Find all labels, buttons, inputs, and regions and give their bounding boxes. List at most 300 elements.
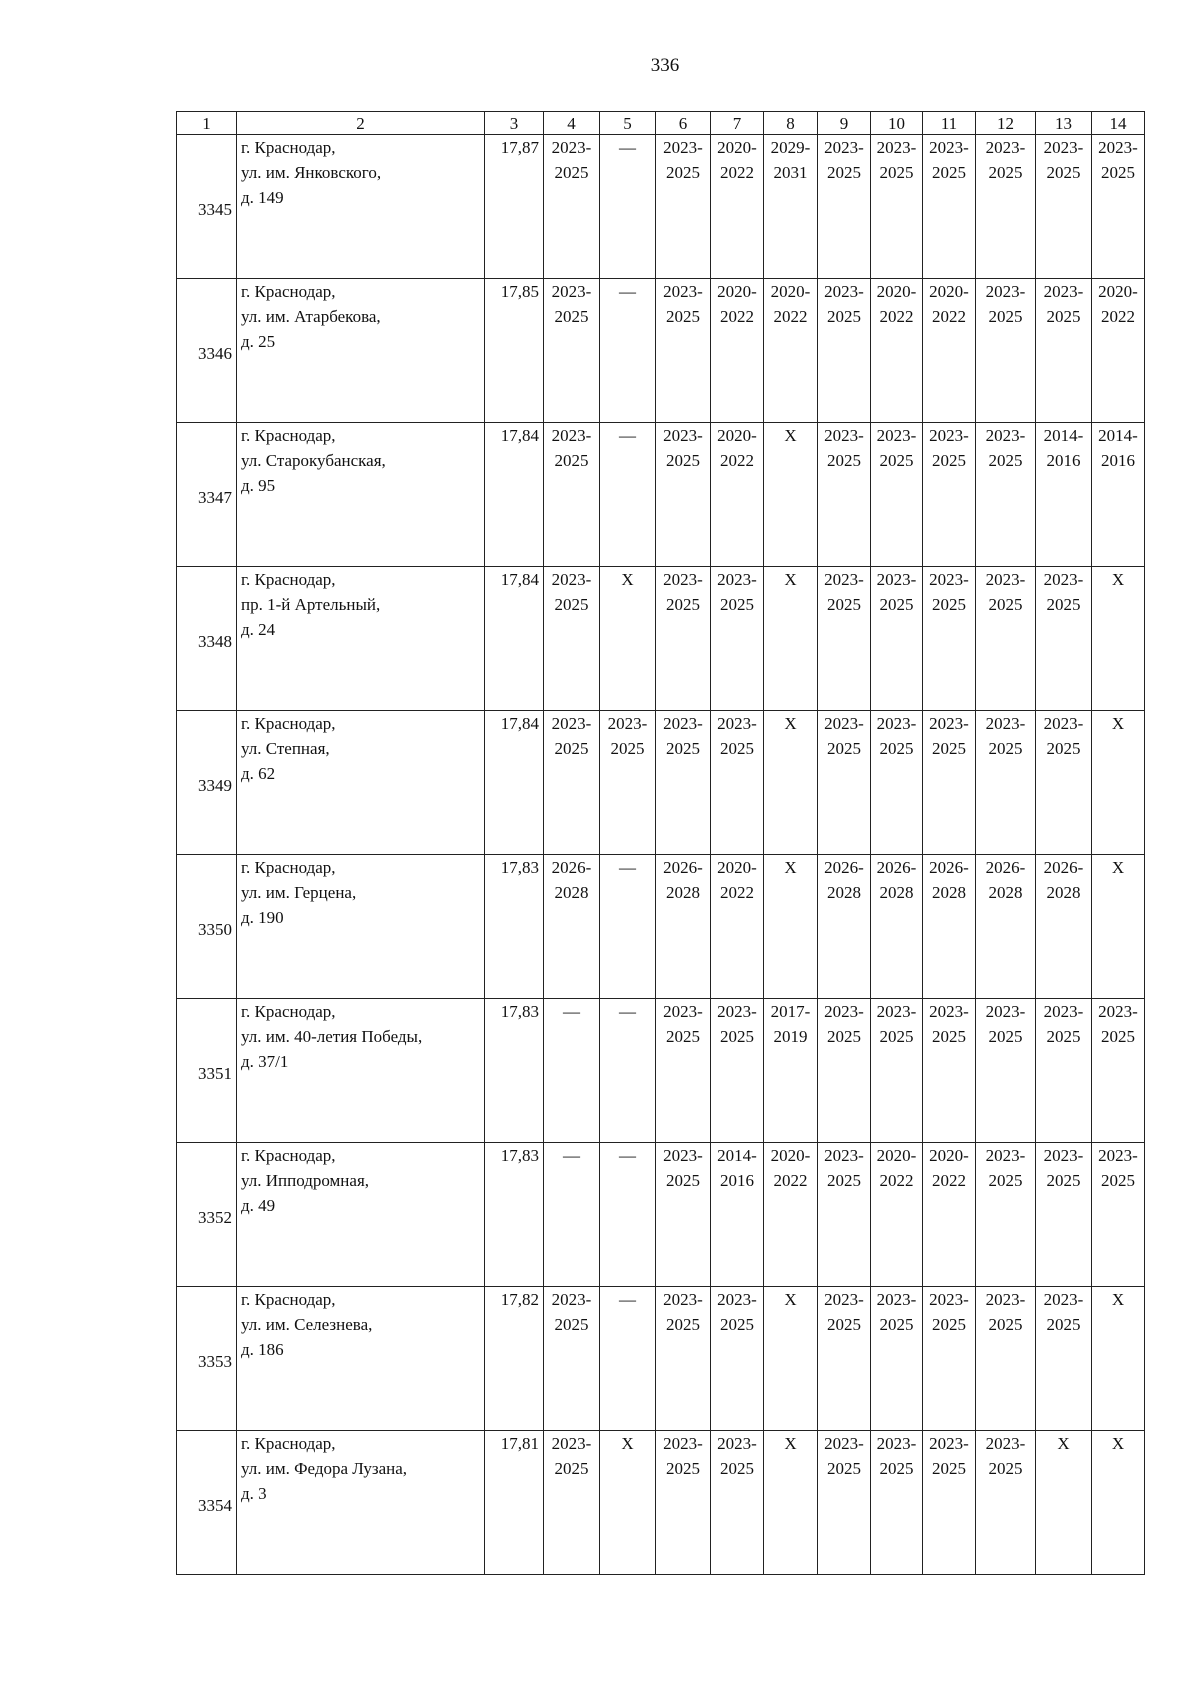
period-value: 2023-	[663, 1002, 703, 1021]
period-cell	[656, 423, 711, 567]
period-value: 2023-	[985, 1434, 1026, 1453]
period-value: 2025	[1046, 1027, 1081, 1046]
period-value: 2025	[554, 451, 589, 470]
period-cell	[600, 1143, 656, 1287]
period-cell	[711, 567, 764, 711]
period-value: 2026-	[985, 858, 1026, 877]
column-header: 3	[485, 112, 544, 135]
score-cell: 17,81	[485, 1431, 544, 1575]
row-number: 3347	[198, 488, 232, 507]
period-cell	[764, 567, 818, 711]
period-cell	[656, 135, 711, 279]
period-cell	[544, 855, 600, 999]
period-cell	[656, 1143, 711, 1287]
period-value: 2023-	[1098, 1002, 1138, 1021]
period-value: X	[621, 570, 634, 589]
period-cell	[818, 135, 871, 279]
period-cell	[976, 711, 1036, 855]
period-value: 2025	[988, 451, 1023, 470]
row-number-cell	[177, 1143, 237, 1287]
period-cell	[1092, 135, 1145, 279]
address-cell	[237, 855, 485, 999]
period-value: X	[621, 1434, 634, 1453]
period-value: 2022	[1101, 307, 1135, 326]
period-value: 2023-	[663, 426, 703, 445]
period-value: 2026-	[1043, 858, 1084, 877]
table-row	[177, 567, 1145, 711]
period-cell	[711, 855, 764, 999]
period-value: 2023-	[824, 1290, 864, 1309]
page-number: 336	[650, 55, 680, 76]
period-value: 2025	[879, 1315, 914, 1334]
period-cell	[976, 1431, 1036, 1575]
period-value: 2025	[988, 307, 1023, 326]
period-cell	[1092, 1287, 1145, 1431]
table-row	[177, 999, 1145, 1143]
period-value: 2023-	[985, 282, 1026, 301]
period-value: 2014-	[717, 1146, 757, 1165]
period-value: 2026-	[551, 858, 592, 877]
period-value: 2023-	[1043, 1290, 1084, 1309]
period-cell	[656, 1431, 711, 1575]
period-value: —	[619, 138, 636, 157]
period-value: 2025	[610, 739, 645, 758]
period-cell	[1092, 423, 1145, 567]
period-value: 2020-	[929, 1146, 969, 1165]
period-value: 2025	[827, 1171, 861, 1190]
period-value: 2023-	[663, 1146, 703, 1165]
period-value: 2023-	[1098, 138, 1138, 157]
period-cell	[544, 279, 600, 423]
row-number: 3345	[198, 200, 232, 219]
row-number-cell	[177, 1287, 237, 1431]
column-header: 1	[177, 112, 237, 135]
period-cell	[711, 135, 764, 279]
period-value: 2022	[720, 451, 754, 470]
period-value: 2025	[666, 1027, 700, 1046]
period-cell	[1092, 1431, 1145, 1575]
period-value: X	[1111, 1290, 1125, 1309]
address-cell	[237, 1143, 485, 1287]
address-line: д. 190	[241, 908, 284, 927]
period-value: 2022	[720, 163, 754, 182]
period-value: 2023-	[824, 282, 864, 301]
period-value: 2025	[666, 163, 700, 182]
period-cell	[656, 567, 711, 711]
period-value: 2025	[988, 1027, 1023, 1046]
period-cell	[600, 135, 656, 279]
period-value: 2025	[554, 1315, 589, 1334]
period-cell	[764, 1143, 818, 1287]
period-cell	[871, 711, 923, 855]
period-value: 2025	[554, 307, 589, 326]
period-value: X	[1111, 714, 1125, 733]
period-value: 2022	[879, 1171, 914, 1190]
period-value: 2025	[932, 595, 966, 614]
period-value: 2025	[1101, 163, 1135, 182]
period-value: 2025	[666, 739, 700, 758]
period-value: 2023-	[551, 1290, 592, 1309]
period-cell	[544, 135, 600, 279]
period-value: 2023-	[824, 426, 864, 445]
period-value: 2028	[988, 883, 1023, 902]
period-value: 2020-	[717, 138, 757, 157]
period-value: 2025	[827, 1315, 861, 1334]
score-cell: 17,83	[485, 855, 544, 999]
row-number-cell	[177, 279, 237, 423]
period-value: 2025	[666, 307, 700, 326]
column-header: 12	[976, 112, 1036, 135]
row-number: 3346	[198, 344, 232, 363]
period-value: 2025	[932, 1459, 966, 1478]
period-value: 2028	[1046, 883, 1081, 902]
period-value: 2025	[720, 1027, 754, 1046]
period-value: X	[1057, 1434, 1070, 1453]
period-value: 2025	[827, 1027, 861, 1046]
period-value: 2022	[773, 307, 808, 326]
period-value: 2020-	[929, 282, 969, 301]
period-value: 2025	[554, 595, 589, 614]
period-cell	[1036, 711, 1092, 855]
period-value: 2023-	[663, 714, 703, 733]
column-header: 4	[544, 112, 600, 135]
period-value: 2023-	[876, 1290, 917, 1309]
column-header: 8	[764, 112, 818, 135]
address-line: д. 49	[241, 1196, 276, 1215]
period-cell	[711, 711, 764, 855]
score-cell: 17,87	[485, 135, 544, 279]
period-cell	[976, 135, 1036, 279]
row-number-cell	[177, 567, 237, 711]
period-value: 2025	[554, 163, 589, 182]
period-value: 2022	[932, 1171, 966, 1190]
period-value: X	[784, 1434, 797, 1453]
period-value: 2023-	[985, 1002, 1026, 1021]
period-cell	[923, 1431, 976, 1575]
period-cell	[711, 1431, 764, 1575]
period-value: 2023-	[876, 570, 917, 589]
address-line: г. Краснодар,	[241, 1290, 336, 1309]
period-value: 2023-	[985, 1146, 1026, 1165]
column-number-row	[177, 112, 1145, 135]
table-row	[177, 1287, 1145, 1431]
period-value: 2025	[988, 739, 1023, 758]
address-cell	[237, 135, 485, 279]
period-value: 2028	[879, 883, 914, 902]
period-cell	[764, 135, 818, 279]
period-value: X	[784, 714, 797, 733]
period-value: 2023-	[551, 426, 592, 445]
period-cell	[818, 567, 871, 711]
period-value: 2025	[827, 163, 861, 182]
period-cell	[764, 279, 818, 423]
period-cell	[711, 1143, 764, 1287]
address-line: г. Краснодар,	[241, 282, 336, 301]
column-header: 9	[818, 112, 871, 135]
period-value: 2023-	[1043, 1002, 1084, 1021]
period-value: 2028	[827, 883, 861, 902]
period-value: 2026-	[824, 858, 864, 877]
row-number: 3350	[198, 920, 232, 939]
address-line: ул. Степная,	[241, 739, 330, 758]
period-value: 2020-	[876, 1146, 917, 1165]
row-number-cell	[177, 855, 237, 999]
period-value: 2023-	[551, 282, 592, 301]
period-value: 2019	[773, 1027, 808, 1046]
period-value: —	[563, 1146, 580, 1165]
address-line: г. Краснодар,	[241, 1434, 336, 1453]
row-number-cell	[177, 1431, 237, 1575]
row-number: 3351	[198, 1064, 232, 1083]
period-cell	[818, 423, 871, 567]
period-value: 2023-	[551, 714, 592, 733]
registry-table	[176, 111, 1145, 1575]
period-value: —	[619, 1290, 636, 1309]
period-cell	[871, 279, 923, 423]
period-value: 2025	[720, 1315, 754, 1334]
period-value: 2023-	[1043, 570, 1084, 589]
address-line: ул. им. Федора Лузана,	[241, 1459, 408, 1478]
period-value: 2025	[1101, 1027, 1135, 1046]
address-line: д. 3	[241, 1484, 267, 1503]
period-value: 2016	[720, 1171, 754, 1190]
period-value: 2023-	[876, 1002, 917, 1021]
period-value: 2025	[988, 1459, 1023, 1478]
period-value: 2025	[554, 739, 589, 758]
period-cell	[544, 423, 600, 567]
address-line: г. Краснодар,	[241, 570, 336, 589]
address-line: г. Краснодар,	[241, 1002, 336, 1021]
period-cell	[1092, 1143, 1145, 1287]
period-value: 2025	[666, 1315, 700, 1334]
address-line: д. 186	[241, 1340, 284, 1359]
period-value: 2025	[666, 451, 700, 470]
address-line: ул. им. Янковского,	[241, 163, 382, 182]
period-value: —	[619, 1146, 636, 1165]
period-value: 2016	[1101, 451, 1135, 470]
period-cell	[818, 1287, 871, 1431]
period-value: X	[1111, 1434, 1125, 1453]
row-number-cell	[177, 999, 237, 1143]
period-value: 2025	[988, 1315, 1023, 1334]
period-cell	[1036, 135, 1092, 279]
period-value: 2020-	[770, 282, 811, 301]
period-value: 2028	[666, 883, 700, 902]
period-value: 2023-	[876, 714, 917, 733]
period-cell	[976, 567, 1036, 711]
address-line: г. Краснодар,	[241, 138, 336, 157]
period-cell	[1036, 855, 1092, 999]
period-value: 2025	[1046, 307, 1081, 326]
period-cell	[711, 279, 764, 423]
period-cell	[871, 1431, 923, 1575]
period-cell	[976, 279, 1036, 423]
period-value: 2023-	[876, 1434, 917, 1453]
period-cell	[818, 711, 871, 855]
period-cell	[600, 567, 656, 711]
period-cell	[871, 1143, 923, 1287]
address-line: д. 95	[241, 476, 276, 495]
period-value: 2025	[827, 739, 861, 758]
address-line: д. 37/1	[241, 1052, 289, 1071]
period-value: 2023-	[663, 1434, 703, 1453]
period-cell	[923, 567, 976, 711]
table-row	[177, 279, 1145, 423]
address-line: ул. Ипподромная,	[241, 1171, 370, 1190]
period-value: 2022	[773, 1171, 808, 1190]
period-cell	[871, 567, 923, 711]
period-value: 2023-	[876, 138, 917, 157]
period-cell	[544, 1143, 600, 1287]
period-value: 2023-	[985, 1290, 1026, 1309]
period-value: 2022	[720, 883, 754, 902]
period-cell	[871, 1287, 923, 1431]
period-value: 2023-	[717, 570, 757, 589]
row-number: 3354	[198, 1496, 232, 1515]
period-value: 2029-	[770, 138, 811, 157]
period-value: —	[563, 1002, 580, 1021]
period-value: X	[784, 1290, 797, 1309]
period-value: 2025	[666, 1171, 700, 1190]
period-cell	[600, 855, 656, 999]
period-value: 2025	[1046, 163, 1081, 182]
period-cell	[1036, 279, 1092, 423]
period-cell	[544, 1431, 600, 1575]
period-value: 2023-	[929, 426, 969, 445]
table-row	[177, 855, 1145, 999]
period-value: 2016	[1046, 451, 1081, 470]
period-cell	[1036, 999, 1092, 1143]
period-value: 2023-	[663, 1290, 703, 1309]
period-value: 2025	[932, 451, 966, 470]
period-value: 2028	[554, 883, 589, 902]
period-value: 2023-	[929, 1290, 969, 1309]
period-value: 2023-	[929, 714, 969, 733]
period-value: X	[784, 426, 797, 445]
period-value: 2023-	[1098, 1146, 1138, 1165]
period-value: 2025	[879, 1459, 914, 1478]
address-line: ул. Старокубанская,	[241, 451, 386, 470]
period-value: 2025	[666, 1459, 700, 1478]
period-value: 2023-	[607, 714, 648, 733]
address-line: д. 25	[241, 332, 276, 351]
period-value: X	[1111, 858, 1125, 877]
period-cell	[600, 279, 656, 423]
period-cell	[764, 1287, 818, 1431]
period-cell	[976, 855, 1036, 999]
period-value: 2025	[554, 1459, 589, 1478]
period-value: 2023-	[663, 138, 703, 157]
address-line: г. Краснодар,	[241, 714, 336, 733]
period-cell	[1092, 999, 1145, 1143]
period-value: 2023-	[929, 1434, 969, 1453]
period-value: 2025	[879, 163, 914, 182]
score-cell: 17,83	[485, 999, 544, 1143]
period-value: 2023-	[985, 426, 1026, 445]
period-cell	[923, 855, 976, 999]
score-cell: 17,84	[485, 567, 544, 711]
period-value: 2023-	[1043, 1146, 1084, 1165]
period-value: 2025	[720, 595, 754, 614]
period-value: 2017-	[770, 1002, 811, 1021]
period-cell	[923, 279, 976, 423]
period-value: 2023-	[929, 570, 969, 589]
address-line: пр. 1-й Артельный,	[241, 595, 381, 614]
period-cell	[544, 711, 600, 855]
period-cell	[976, 999, 1036, 1143]
period-value: 2025	[1101, 1171, 1135, 1190]
period-value: —	[619, 426, 636, 445]
period-value: 2025	[827, 451, 861, 470]
period-value: 2023-	[824, 1002, 864, 1021]
period-value: 2025	[988, 595, 1023, 614]
row-number-cell	[177, 711, 237, 855]
period-value: 2023-	[824, 1434, 864, 1453]
period-value: 2023-	[824, 714, 864, 733]
period-value: 2025	[988, 1171, 1023, 1190]
period-value: 2023-	[717, 1002, 757, 1021]
period-value: 2025	[827, 1459, 861, 1478]
period-value: 2020-	[717, 426, 757, 445]
period-cell	[818, 855, 871, 999]
period-value: X	[784, 858, 797, 877]
period-value: 2014-	[1098, 426, 1138, 445]
period-value: 2023-	[551, 138, 592, 157]
period-value: 2023-	[717, 1434, 757, 1453]
address-cell	[237, 1287, 485, 1431]
period-cell	[544, 1287, 600, 1431]
address-line: ул. им. Герцена,	[241, 883, 357, 902]
period-value: —	[619, 858, 636, 877]
period-cell	[1036, 1287, 1092, 1431]
address-line: ул. им. Атарбекова,	[241, 307, 381, 326]
period-value: 2023-	[929, 138, 969, 157]
column-header: 11	[923, 112, 976, 135]
period-value: 2025	[1046, 739, 1081, 758]
period-value: 2031	[773, 163, 808, 182]
period-cell	[1036, 567, 1092, 711]
period-value: 2025	[932, 163, 966, 182]
period-value: 2025	[1046, 595, 1081, 614]
period-cell	[871, 135, 923, 279]
period-cell	[818, 1431, 871, 1575]
period-cell	[976, 1143, 1036, 1287]
period-value: 2025	[932, 1315, 966, 1334]
period-value: 2025	[988, 163, 1023, 182]
period-cell	[871, 855, 923, 999]
period-value: 2023-	[551, 570, 592, 589]
period-cell	[1036, 423, 1092, 567]
period-value: 2014-	[1043, 426, 1084, 445]
period-value: 2025	[827, 307, 861, 326]
address-cell	[237, 423, 485, 567]
period-value: 2022	[879, 307, 914, 326]
period-cell	[818, 999, 871, 1143]
column-header: 14	[1092, 112, 1145, 135]
table-row	[177, 1143, 1145, 1287]
period-cell	[923, 999, 976, 1143]
row-number: 3353	[198, 1352, 232, 1371]
score-cell: 17,84	[485, 711, 544, 855]
table-row	[177, 135, 1145, 279]
period-value: 2020-	[717, 282, 757, 301]
period-value: 2023-	[1043, 282, 1084, 301]
address-cell	[237, 999, 485, 1143]
period-value: 2020-	[770, 1146, 811, 1165]
score-cell: 17,82	[485, 1287, 544, 1431]
period-cell	[1036, 1431, 1092, 1575]
period-cell	[764, 855, 818, 999]
